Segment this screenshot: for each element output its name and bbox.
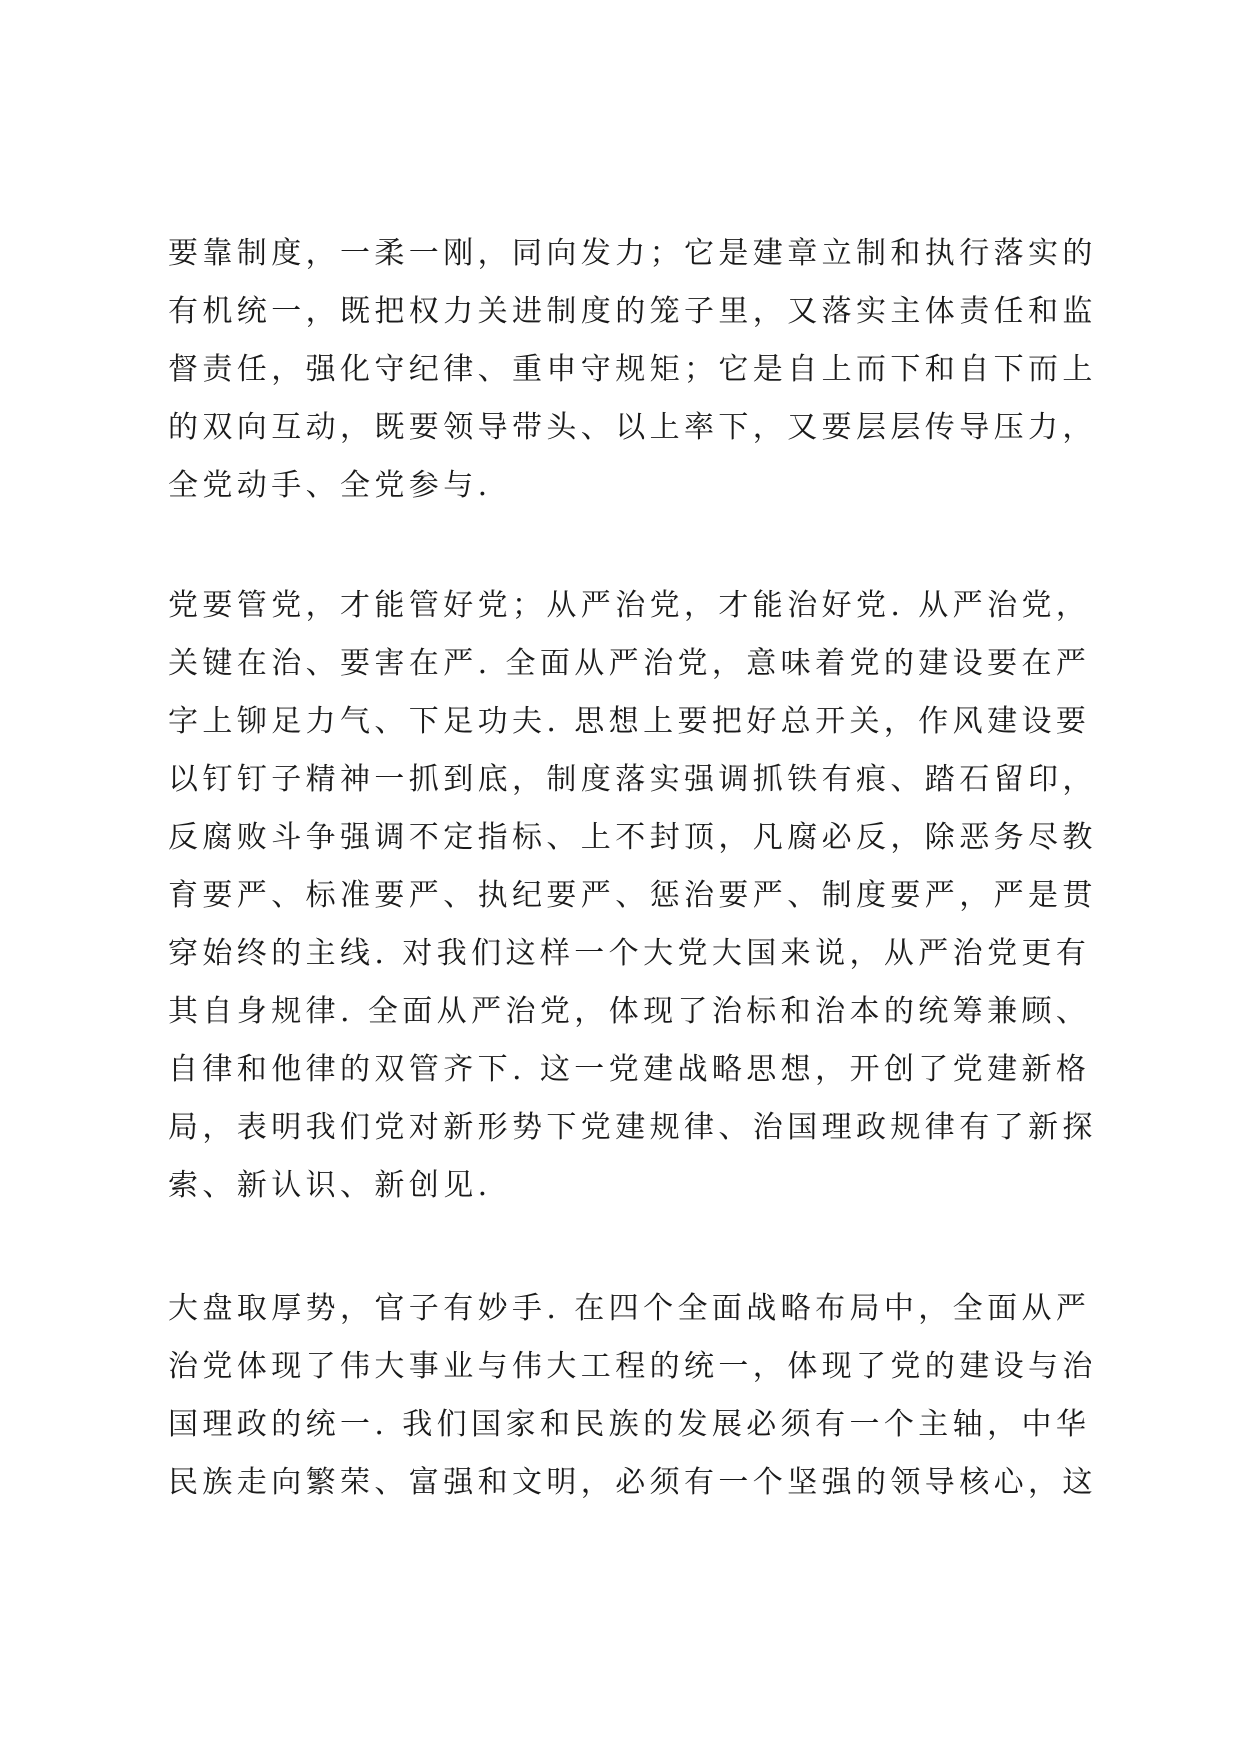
paragraph-line: 治党体现了伟大事业与伟大工程的统一，体现了党的建设与治 <box>168 1349 1097 1384</box>
paragraph-2 <box>168 577 1097 1215</box>
paragraph-line: 以钉钉子精神一抓到底，制度落实强调抓铁有痕、踏石留印， <box>168 762 1097 797</box>
paragraph-line: 索、新认识、新创见. <box>168 1168 492 1203</box>
paragraph-line: 全党动手、全党参与. <box>168 468 492 503</box>
paragraph-1 <box>168 225 1097 515</box>
paragraph-line: 国理政的统一. 我们国家和民族的发展必须有一个主轴，中华 <box>168 1407 1091 1442</box>
paragraph-line: 督责任，强化守纪律、重申守规矩；它是自上而下和自下而上 <box>168 352 1097 387</box>
paragraph-line: 的双向互动，既要领导带头、以上率下，又要层层传导压力， <box>168 410 1097 445</box>
paragraph-line: 局，表明我们党对新形势下党建规律、治国理政规律有了新探 <box>168 1110 1097 1145</box>
paragraph-line: 其自身规律. 全面从严治党，体现了治标和治本的统筹兼顾、 <box>168 994 1091 1029</box>
paragraph-line: 大盘取厚势，官子有妙手. 在四个全面战略布局中，全面从严 <box>168 1291 1091 1326</box>
paragraph-line: 要靠制度，一柔一刚，同向发力；它是建章立制和执行落实的 <box>168 236 1097 271</box>
paragraph-line: 育要严、标准要严、执纪要严、惩治要严、制度要严，严是贯 <box>168 878 1097 913</box>
paragraph-line: 反腐败斗争强调不定指标、上不封顶，凡腐必反，除恶务尽教 <box>168 820 1097 855</box>
paragraph-line: 党要管党，才能管好党；从严治党，才能治好党. 从严治党， <box>168 588 1091 623</box>
paragraph-3 <box>168 1280 1097 1512</box>
paragraph-line: 字上铆足力气、下足功夫. 思想上要把好总开关，作风建设要 <box>168 704 1091 739</box>
paragraph-line: 关键在治、要害在严. 全面从严治党，意味着党的建设要在严 <box>168 646 1091 681</box>
paragraph-line: 穿始终的主线. 对我们这样一个大党大国来说，从严治党更有 <box>168 936 1091 971</box>
paragraph-line: 民族走向繁荣、富强和文明，必须有一个坚强的领导核心，这 <box>168 1465 1097 1500</box>
paragraph-line: 自律和他律的双管齐下. 这一党建战略思想，开创了党建新格 <box>168 1052 1091 1087</box>
paragraph-line: 有机统一，既把权力关进制度的笼子里，又落实主体责任和监 <box>168 294 1097 329</box>
